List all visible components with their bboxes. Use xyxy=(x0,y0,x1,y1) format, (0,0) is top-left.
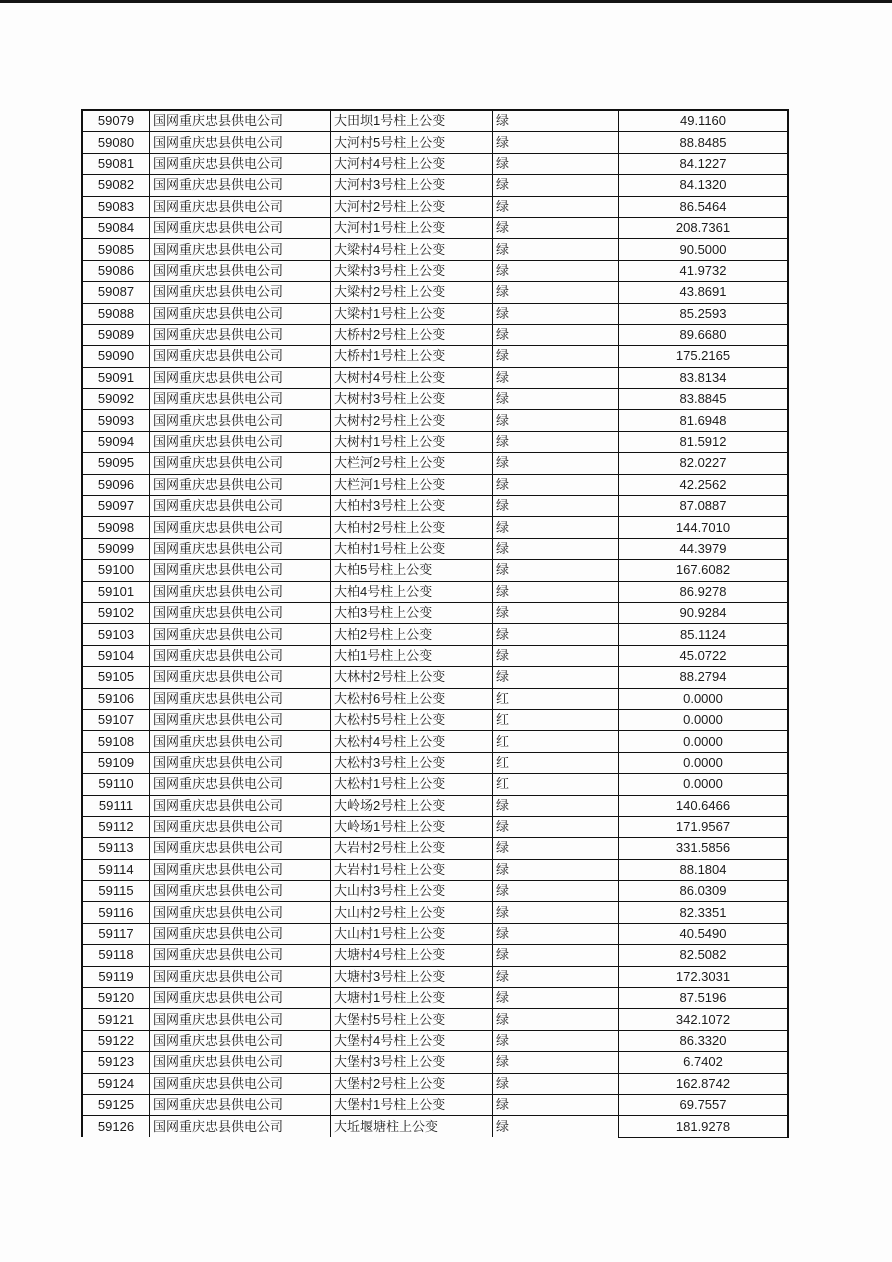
status-cell[interactable]: 绿 xyxy=(493,624,619,645)
transformer-name-cell[interactable]: 大松村6号柱上公变 xyxy=(331,688,493,709)
transformer-name-cell[interactable]: 大柏1号柱上公变 xyxy=(331,645,493,666)
value-cell[interactable]: 84.1227 xyxy=(619,153,789,174)
company-cell[interactable]: 国网重庆忠县供电公司 xyxy=(150,709,331,730)
table-row xyxy=(82,196,788,217)
status-cell[interactable]: 绿 xyxy=(493,474,619,495)
status-cell[interactable]: 绿 xyxy=(493,260,619,281)
company-cell[interactable]: 国网重庆忠县供电公司 xyxy=(150,1052,331,1073)
row-id-cell[interactable]: 59124 xyxy=(82,1073,150,1094)
value-cell[interactable]: 0.0000 xyxy=(619,709,789,730)
status-cell[interactable]: 绿 xyxy=(493,431,619,452)
transformer-name-cell[interactable]: 大栏河2号柱上公变 xyxy=(331,453,493,474)
company-cell[interactable]: 国网重庆忠县供电公司 xyxy=(150,410,331,431)
status-cell[interactable]: 绿 xyxy=(493,239,619,260)
value-cell[interactable]: 167.6082 xyxy=(619,560,789,581)
transformer-name-cell[interactable]: 大堡村5号柱上公变 xyxy=(331,1009,493,1030)
table-body xyxy=(82,110,788,1137)
value-cell[interactable]: 49.1160 xyxy=(619,110,789,132)
transformer-name-cell[interactable]: 大松村3号柱上公变 xyxy=(331,752,493,773)
value-cell[interactable]: 331.5856 xyxy=(619,838,789,859)
table-row xyxy=(82,560,788,581)
status-cell[interactable]: 绿 xyxy=(493,902,619,923)
table-row xyxy=(82,110,788,132)
value-cell[interactable]: 342.1072 xyxy=(619,1009,789,1030)
table-row xyxy=(82,496,788,517)
transformer-name-cell[interactable]: 大梁村1号柱上公变 xyxy=(331,303,493,324)
transformer-name-cell[interactable]: 大堡村3号柱上公变 xyxy=(331,1052,493,1073)
row-id-cell[interactable]: 59121 xyxy=(82,1009,150,1030)
status-cell[interactable]: 绿 xyxy=(493,795,619,816)
value-cell[interactable]: 88.2794 xyxy=(619,667,789,688)
transformer-name-cell[interactable]: 大柏村1号柱上公变 xyxy=(331,538,493,559)
table-row xyxy=(82,1094,788,1115)
value-cell[interactable]: 83.8845 xyxy=(619,389,789,410)
row-id-cell[interactable]: 59094 xyxy=(82,431,150,452)
transformer-name-cell[interactable]: 大柏村2号柱上公变 xyxy=(331,517,493,538)
value-cell[interactable]: 81.5912 xyxy=(619,431,789,452)
row-id-cell[interactable]: 59097 xyxy=(82,496,150,517)
table-row xyxy=(82,645,788,666)
transformer-name-cell[interactable]: 大松村4号柱上公变 xyxy=(331,731,493,752)
value-cell[interactable]: 0.0000 xyxy=(619,731,789,752)
row-id-cell[interactable]: 59118 xyxy=(82,945,150,966)
company-cell[interactable]: 国网重庆忠县供电公司 xyxy=(150,774,331,795)
row-id-cell[interactable]: 59081 xyxy=(82,153,150,174)
value-cell[interactable]: 85.1124 xyxy=(619,624,789,645)
company-cell[interactable]: 国网重庆忠县供电公司 xyxy=(150,988,331,1009)
row-id-cell[interactable]: 59096 xyxy=(82,474,150,495)
status-cell[interactable]: 绿 xyxy=(493,389,619,410)
table-row xyxy=(82,602,788,623)
table-row xyxy=(82,581,788,602)
company-cell[interactable]: 国网重庆忠县供电公司 xyxy=(150,1009,331,1030)
transformer-name-cell[interactable]: 大柏4号柱上公变 xyxy=(331,581,493,602)
row-id-cell[interactable]: 59112 xyxy=(82,816,150,837)
row-id-cell[interactable]: 59087 xyxy=(82,282,150,303)
row-id-cell[interactable]: 59089 xyxy=(82,324,150,345)
status-cell[interactable]: 绿 xyxy=(493,816,619,837)
table-row xyxy=(82,923,788,944)
value-cell[interactable]: 87.5196 xyxy=(619,988,789,1009)
table-row xyxy=(82,239,788,260)
table-row xyxy=(82,367,788,388)
value-cell[interactable]: 89.6680 xyxy=(619,324,789,345)
value-cell[interactable]: 0.0000 xyxy=(619,774,789,795)
row-id-cell[interactable]: 59107 xyxy=(82,709,150,730)
table-row xyxy=(82,795,788,816)
company-cell[interactable]: 国网重庆忠县供电公司 xyxy=(150,923,331,944)
status-cell[interactable]: 绿 xyxy=(493,1073,619,1094)
company-cell[interactable]: 国网重庆忠县供电公司 xyxy=(150,816,331,837)
value-cell[interactable]: 144.7010 xyxy=(619,517,789,538)
table-row xyxy=(82,774,788,795)
status-cell[interactable]: 绿 xyxy=(493,966,619,987)
status-cell[interactable]: 绿 xyxy=(493,1052,619,1073)
row-id-cell[interactable]: 59104 xyxy=(82,645,150,666)
status-cell[interactable]: 绿 xyxy=(493,153,619,174)
transformer-name-cell[interactable]: 大河村3号柱上公变 xyxy=(331,175,493,196)
status-cell[interactable]: 红 xyxy=(493,752,619,773)
transformer-name-cell[interactable]: 大河村1号柱上公变 xyxy=(331,217,493,238)
transformer-name-cell[interactable]: 大河村5号柱上公变 xyxy=(331,132,493,153)
transformer-name-cell[interactable]: 大柏2号柱上公变 xyxy=(331,624,493,645)
transformer-name-cell[interactable]: 大梁村2号柱上公变 xyxy=(331,282,493,303)
row-id-cell[interactable]: 59101 xyxy=(82,581,150,602)
row-id-cell[interactable]: 59105 xyxy=(82,667,150,688)
row-id-cell[interactable]: 59113 xyxy=(82,838,150,859)
status-cell[interactable]: 绿 xyxy=(493,110,619,132)
row-id-cell[interactable]: 59120 xyxy=(82,988,150,1009)
status-cell[interactable]: 红 xyxy=(493,709,619,730)
row-id-cell[interactable]: 59122 xyxy=(82,1030,150,1051)
status-cell[interactable]: 红 xyxy=(493,688,619,709)
value-cell[interactable]: 88.1804 xyxy=(619,859,789,880)
transformer-name-cell[interactable]: 大栏河1号柱上公变 xyxy=(331,474,493,495)
transformer-name-cell[interactable]: 大桥村1号柱上公变 xyxy=(331,346,493,367)
company-cell[interactable]: 国网重庆忠县供电公司 xyxy=(150,260,331,281)
row-id-cell[interactable]: 59093 xyxy=(82,410,150,431)
value-cell[interactable]: 45.0722 xyxy=(619,645,789,666)
table-row xyxy=(82,838,788,859)
status-cell[interactable]: 绿 xyxy=(493,1030,619,1051)
row-id-cell[interactable]: 59102 xyxy=(82,602,150,623)
row-id-cell[interactable]: 59086 xyxy=(82,260,150,281)
company-cell[interactable]: 国网重庆忠县供电公司 xyxy=(150,859,331,880)
row-id-cell[interactable]: 59110 xyxy=(82,774,150,795)
company-cell[interactable]: 国网重庆忠县供电公司 xyxy=(150,303,331,324)
company-cell[interactable]: 国网重庆忠县供电公司 xyxy=(150,1073,331,1094)
table-row xyxy=(82,667,788,688)
status-cell[interactable]: 绿 xyxy=(493,645,619,666)
row-id-cell[interactable]: 59111 xyxy=(82,795,150,816)
row-id-cell[interactable]: 59125 xyxy=(82,1094,150,1115)
transformer-name-cell[interactable]: 大桥村2号柱上公变 xyxy=(331,324,493,345)
status-cell[interactable]: 绿 xyxy=(493,538,619,559)
table-row xyxy=(82,624,788,645)
table-row xyxy=(82,474,788,495)
company-cell[interactable]: 国网重庆忠县供电公司 xyxy=(150,1094,331,1115)
value-cell[interactable]: 41.9732 xyxy=(619,260,789,281)
row-id-cell[interactable]: 59079 xyxy=(82,110,150,132)
row-id-cell[interactable]: 59092 xyxy=(82,389,150,410)
row-id-cell[interactable]: 59080 xyxy=(82,132,150,153)
status-cell[interactable]: 绿 xyxy=(493,175,619,196)
table-row xyxy=(82,538,788,559)
value-cell[interactable]: 0.0000 xyxy=(619,688,789,709)
row-id-cell[interactable]: 59116 xyxy=(82,902,150,923)
status-cell[interactable]: 红 xyxy=(493,774,619,795)
transformer-name-cell[interactable]: 大田坝1号柱上公变 xyxy=(331,110,493,132)
status-cell[interactable]: 绿 xyxy=(493,517,619,538)
table-row xyxy=(82,945,788,966)
transformer-name-cell[interactable]: 大堡村1号柱上公变 xyxy=(331,1094,493,1115)
table-row xyxy=(82,1052,788,1073)
value-cell[interactable]: 171.9567 xyxy=(619,816,789,837)
table-row xyxy=(82,517,788,538)
table-row xyxy=(82,816,788,837)
table-row xyxy=(82,217,788,238)
company-cell[interactable]: 国网重庆忠县供电公司 xyxy=(150,902,331,923)
table-row xyxy=(82,282,788,303)
transformer-name-cell[interactable]: 大岭场2号柱上公变 xyxy=(331,795,493,816)
status-cell[interactable]: 绿 xyxy=(493,324,619,345)
company-cell[interactable]: 国网重庆忠县供电公司 xyxy=(150,838,331,859)
value-cell[interactable]: 83.8134 xyxy=(619,367,789,388)
value-cell[interactable]: 42.2562 xyxy=(619,474,789,495)
table-row xyxy=(82,346,788,367)
row-id-cell[interactable]: 59082 xyxy=(82,175,150,196)
value-cell[interactable]: 81.6948 xyxy=(619,410,789,431)
transformer-name-cell[interactable]: 大坵堰塘柱上公变 xyxy=(331,1116,493,1137)
company-cell[interactable]: 国网重庆忠县供电公司 xyxy=(150,945,331,966)
value-cell[interactable]: 86.3320 xyxy=(619,1030,789,1051)
value-cell[interactable]: 6.7402 xyxy=(619,1052,789,1073)
table-row xyxy=(82,902,788,923)
value-cell[interactable]: 69.7557 xyxy=(619,1094,789,1115)
company-cell[interactable]: 国网重庆忠县供电公司 xyxy=(150,624,331,645)
row-id-cell[interactable]: 59083 xyxy=(82,196,150,217)
transformer-name-cell[interactable]: 大树村2号柱上公变 xyxy=(331,410,493,431)
row-id-cell[interactable]: 59106 xyxy=(82,688,150,709)
company-cell[interactable]: 国网重庆忠县供电公司 xyxy=(150,602,331,623)
table-row xyxy=(82,688,788,709)
value-cell[interactable]: 181.9278 xyxy=(619,1116,789,1137)
value-cell[interactable]: 0.0000 xyxy=(619,752,789,773)
value-cell[interactable]: 162.8742 xyxy=(619,1073,789,1094)
table-row xyxy=(82,453,788,474)
value-cell[interactable]: 86.9278 xyxy=(619,581,789,602)
row-id-cell[interactable]: 59109 xyxy=(82,752,150,773)
transformer-name-cell[interactable]: 大河村2号柱上公变 xyxy=(331,196,493,217)
table-row xyxy=(82,709,788,730)
status-cell[interactable]: 红 xyxy=(493,731,619,752)
value-cell[interactable]: 82.5082 xyxy=(619,945,789,966)
company-cell[interactable]: 国网重庆忠县供电公司 xyxy=(150,196,331,217)
transformer-name-cell[interactable]: 大塘村3号柱上公变 xyxy=(331,966,493,987)
transformer-name-cell[interactable]: 大塘村1号柱上公变 xyxy=(331,988,493,1009)
window-top-edge xyxy=(0,0,892,3)
table-row xyxy=(82,431,788,452)
transformer-name-cell[interactable]: 大岩村1号柱上公变 xyxy=(331,859,493,880)
status-cell[interactable]: 绿 xyxy=(493,453,619,474)
table-row xyxy=(82,410,788,431)
row-id-cell[interactable]: 59117 xyxy=(82,923,150,944)
row-id-cell[interactable]: 59115 xyxy=(82,881,150,902)
status-cell[interactable]: 绿 xyxy=(493,667,619,688)
company-cell[interactable]: 国网重庆忠县供电公司 xyxy=(150,217,331,238)
row-id-cell[interactable]: 59108 xyxy=(82,731,150,752)
company-cell[interactable]: 国网重庆忠县供电公司 xyxy=(150,282,331,303)
company-cell[interactable]: 国网重庆忠县供电公司 xyxy=(150,453,331,474)
value-cell[interactable]: 44.3979 xyxy=(619,538,789,559)
table-row xyxy=(82,132,788,153)
table-row xyxy=(82,731,788,752)
status-cell[interactable]: 绿 xyxy=(493,1094,619,1115)
transformer-name-cell[interactable]: 大岭场1号柱上公变 xyxy=(331,816,493,837)
transformer-name-cell[interactable]: 大岩村2号柱上公变 xyxy=(331,838,493,859)
table-row xyxy=(82,881,788,902)
table-row xyxy=(82,859,788,880)
company-cell[interactable]: 国网重庆忠县供电公司 xyxy=(150,367,331,388)
company-cell[interactable]: 国网重庆忠县供电公司 xyxy=(150,645,331,666)
company-cell[interactable]: 国网重庆忠县供电公司 xyxy=(150,324,331,345)
company-cell[interactable]: 国网重庆忠县供电公司 xyxy=(150,752,331,773)
status-cell[interactable]: 绿 xyxy=(493,196,619,217)
status-cell[interactable]: 绿 xyxy=(493,838,619,859)
status-cell[interactable]: 绿 xyxy=(493,881,619,902)
status-cell[interactable]: 绿 xyxy=(493,303,619,324)
value-cell[interactable]: 87.0887 xyxy=(619,496,789,517)
row-id-cell[interactable]: 59100 xyxy=(82,560,150,581)
company-cell[interactable]: 国网重庆忠县供电公司 xyxy=(150,110,331,132)
table-row xyxy=(82,1030,788,1051)
value-cell[interactable]: 82.0227 xyxy=(619,453,789,474)
status-cell[interactable]: 绿 xyxy=(493,217,619,238)
status-cell[interactable]: 绿 xyxy=(493,410,619,431)
transformer-name-cell[interactable]: 大松村5号柱上公变 xyxy=(331,709,493,730)
transformer-name-cell[interactable]: 大松村1号柱上公变 xyxy=(331,774,493,795)
company-cell[interactable]: 国网重庆忠县供电公司 xyxy=(150,881,331,902)
status-cell[interactable]: 绿 xyxy=(493,1116,619,1137)
transformer-name-cell[interactable]: 大山村2号柱上公变 xyxy=(331,902,493,923)
company-cell[interactable]: 国网重庆忠县供电公司 xyxy=(150,688,331,709)
status-cell[interactable]: 绿 xyxy=(493,496,619,517)
row-id-cell[interactable]: 59088 xyxy=(82,303,150,324)
table-row xyxy=(82,303,788,324)
row-id-cell[interactable]: 59126 xyxy=(82,1116,150,1137)
company-cell[interactable]: 国网重庆忠县供电公司 xyxy=(150,153,331,174)
row-id-cell[interactable]: 59084 xyxy=(82,217,150,238)
table-row xyxy=(82,966,788,987)
table-row xyxy=(82,389,788,410)
row-id-cell[interactable]: 59114 xyxy=(82,859,150,880)
company-cell[interactable]: 国网重庆忠县供电公司 xyxy=(150,1116,331,1137)
row-id-cell[interactable]: 59103 xyxy=(82,624,150,645)
transformer-name-cell[interactable]: 大树村3号柱上公变 xyxy=(331,389,493,410)
value-cell[interactable]: 208.7361 xyxy=(619,217,789,238)
company-cell[interactable]: 国网重庆忠县供电公司 xyxy=(150,966,331,987)
company-cell[interactable]: 国网重庆忠县供电公司 xyxy=(150,667,331,688)
row-id-cell[interactable]: 59095 xyxy=(82,453,150,474)
table-row xyxy=(82,752,788,773)
transformer-name-cell[interactable]: 大河村4号柱上公变 xyxy=(331,153,493,174)
status-cell[interactable]: 绿 xyxy=(493,132,619,153)
transformer-name-cell[interactable]: 大山村1号柱上公变 xyxy=(331,923,493,944)
status-cell[interactable]: 绿 xyxy=(493,282,619,303)
value-cell[interactable]: 90.5000 xyxy=(619,239,789,260)
company-cell[interactable]: 国网重庆忠县供电公司 xyxy=(150,431,331,452)
value-cell[interactable]: 140.6466 xyxy=(619,795,789,816)
transformer-name-cell[interactable]: 大树村4号柱上公变 xyxy=(331,367,493,388)
company-cell[interactable]: 国网重庆忠县供电公司 xyxy=(150,389,331,410)
table-row xyxy=(82,175,788,196)
transformer-name-cell[interactable]: 大堡村4号柱上公变 xyxy=(331,1030,493,1051)
company-cell[interactable]: 国网重庆忠县供电公司 xyxy=(150,560,331,581)
company-cell[interactable]: 国网重庆忠县供电公司 xyxy=(150,496,331,517)
row-id-cell[interactable]: 59098 xyxy=(82,517,150,538)
value-cell[interactable]: 85.2593 xyxy=(619,303,789,324)
table-row xyxy=(82,1116,788,1137)
transformer-name-cell[interactable]: 大柏村3号柱上公变 xyxy=(331,496,493,517)
row-id-cell[interactable]: 59099 xyxy=(82,538,150,559)
value-cell[interactable]: 90.9284 xyxy=(619,602,789,623)
status-cell[interactable]: 绿 xyxy=(493,988,619,1009)
status-cell[interactable]: 绿 xyxy=(493,581,619,602)
value-cell[interactable]: 88.8485 xyxy=(619,132,789,153)
row-id-cell[interactable]: 59090 xyxy=(82,346,150,367)
value-cell[interactable]: 40.5490 xyxy=(619,923,789,944)
value-cell[interactable]: 86.0309 xyxy=(619,881,789,902)
company-cell[interactable]: 国网重庆忠县供电公司 xyxy=(150,517,331,538)
value-cell[interactable]: 172.3031 xyxy=(619,966,789,987)
status-cell[interactable]: 绿 xyxy=(493,367,619,388)
status-cell[interactable]: 绿 xyxy=(493,602,619,623)
table-row xyxy=(82,1073,788,1094)
table-row xyxy=(82,324,788,345)
status-cell[interactable]: 绿 xyxy=(493,1009,619,1030)
transformer-name-cell[interactable]: 大树村1号柱上公变 xyxy=(331,431,493,452)
transformer-name-cell[interactable]: 大梁村3号柱上公变 xyxy=(331,260,493,281)
company-cell[interactable]: 国网重庆忠县供电公司 xyxy=(150,132,331,153)
status-cell[interactable]: 绿 xyxy=(493,945,619,966)
company-cell[interactable]: 国网重庆忠县供电公司 xyxy=(150,538,331,559)
value-cell[interactable]: 43.8691 xyxy=(619,282,789,303)
company-cell[interactable]: 国网重庆忠县供电公司 xyxy=(150,474,331,495)
status-cell[interactable]: 绿 xyxy=(493,346,619,367)
transformer-name-cell[interactable]: 大梁村4号柱上公变 xyxy=(331,239,493,260)
row-id-cell[interactable]: 59091 xyxy=(82,367,150,388)
transformer-name-cell[interactable]: 大柏3号柱上公变 xyxy=(331,602,493,623)
status-cell[interactable]: 绿 xyxy=(493,859,619,880)
table-row xyxy=(82,260,788,281)
transformer-name-cell[interactable]: 大柏5号柱上公变 xyxy=(331,560,493,581)
company-cell[interactable]: 国网重庆忠县供电公司 xyxy=(150,581,331,602)
company-cell[interactable]: 国网重庆忠县供电公司 xyxy=(150,175,331,196)
transformer-name-cell[interactable]: 大山村3号柱上公变 xyxy=(331,881,493,902)
transformer-name-cell[interactable]: 大林村2号柱上公变 xyxy=(331,667,493,688)
company-cell[interactable]: 国网重庆忠县供电公司 xyxy=(150,239,331,260)
value-cell[interactable]: 84.1320 xyxy=(619,175,789,196)
data-table xyxy=(81,109,789,1138)
transformer-name-cell[interactable]: 大塘村4号柱上公变 xyxy=(331,945,493,966)
value-cell[interactable]: 82.3351 xyxy=(619,902,789,923)
company-cell[interactable]: 国网重庆忠县供电公司 xyxy=(150,346,331,367)
company-cell[interactable]: 国网重庆忠县供电公司 xyxy=(150,1030,331,1051)
status-cell[interactable]: 绿 xyxy=(493,923,619,944)
company-cell[interactable]: 国网重庆忠县供电公司 xyxy=(150,731,331,752)
row-id-cell[interactable]: 59123 xyxy=(82,1052,150,1073)
status-cell[interactable]: 绿 xyxy=(493,560,619,581)
table-row xyxy=(82,153,788,174)
company-cell[interactable]: 国网重庆忠县供电公司 xyxy=(150,795,331,816)
value-cell[interactable]: 86.5464 xyxy=(619,196,789,217)
row-id-cell[interactable]: 59119 xyxy=(82,966,150,987)
row-id-cell[interactable]: 59085 xyxy=(82,239,150,260)
table-row xyxy=(82,988,788,1009)
table-row xyxy=(82,1009,788,1030)
transformer-name-cell[interactable]: 大堡村2号柱上公变 xyxy=(331,1073,493,1094)
value-cell[interactable]: 175.2165 xyxy=(619,346,789,367)
